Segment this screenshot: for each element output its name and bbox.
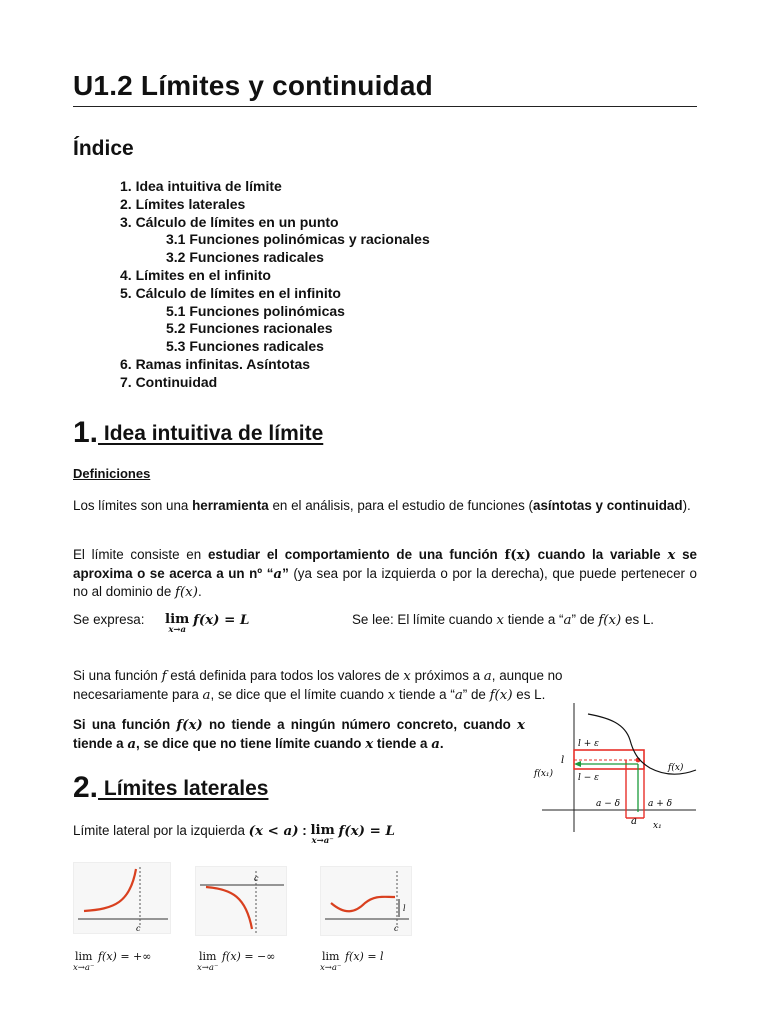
section-2-number: 2. — [73, 771, 99, 804]
label-x1: x₁ — [653, 821, 662, 831]
label-a-plus-delta: a + δ — [648, 799, 673, 809]
table-of-contents — [120, 178, 430, 392]
epsilon-delta-diagram — [530, 700, 700, 835]
toc-item[interactable]: 6. Ramas infinitas. Asíntotas — [120, 355, 311, 372]
page-title: U1.2 Límites y continuidad — [73, 70, 433, 101]
toc-subitem[interactable]: 5.3 Funciones radicales — [166, 338, 324, 355]
section-1-title: Idea intuitiva de límite — [98, 422, 324, 445]
toc-item[interactable]: 2. Límites laterales — [120, 195, 246, 212]
toc-subitem[interactable]: 5.2 Funciones racionales — [166, 320, 333, 337]
toc-subitem[interactable]: 3.1 Funciones polinómicas y racionales — [166, 231, 430, 248]
caption-finite-limit: lim x→a⁻ f(x) = l — [320, 950, 384, 973]
paragraph-no-limit: Si una función f(x) no tiende a ningún número concreto, cuando x tiende a a, se dice que no tiene límite cuando x tiende a a. — [73, 717, 526, 752]
label-a: a — [631, 816, 637, 827]
label-l-minus-epsilon: l − ε — [578, 773, 599, 783]
expression-label: Se expresa: — [73, 612, 145, 627]
section-1-number: 1. — [73, 416, 99, 449]
toc-subitem[interactable]: 5.1 Funciones polinómicas — [166, 302, 345, 319]
curve-finite-limit — [331, 897, 395, 911]
paragraph-limit-def: Si una función f está definida para todos los valores de x próximos a a, aunque no necesariamente para a, se dice que el límite cuando x tiende a “a” de f(x) es L. — [73, 668, 563, 703]
section-2-heading — [73, 771, 268, 805]
definitions-subheading: Definiciones — [73, 466, 151, 481]
toc-item[interactable]: 4. Límites en el infinito — [120, 266, 271, 283]
svg-text:c: c — [254, 874, 259, 883]
paragraph-definition: El límite consiste en estudiar el comportamiento de una función f(x) cuando la variable x se aproxima o se acerca a un nº “a” (ya sea por la izquierda o por la derecha), que puede pertenecer o no al dominio de f(x). — [73, 547, 697, 600]
toc-item[interactable]: 1. Idea intuitiva de límite — [120, 178, 282, 194]
label-f-x: f(x) — [668, 763, 684, 773]
index-heading: Índice — [73, 137, 134, 160]
toc-item[interactable]: 3. Cálculo de límites en un punto — [120, 213, 339, 230]
section-2-title: Límites laterales — [98, 777, 269, 800]
svg-text:c: c — [136, 924, 141, 933]
label-l-plus-epsilon: l + ε — [578, 739, 599, 749]
label-a-minus-delta: a − δ — [596, 799, 621, 809]
paragraph-intro: Los límites son una herramienta en el análisis, para el estudio de funciones (asíntotas y continuidad). — [73, 498, 691, 513]
svg-text:c: c — [394, 924, 399, 933]
limit-expression: lim x→a f(x) = L — [165, 611, 250, 635]
curve-plus-infinity — [84, 869, 136, 911]
toc-subitem[interactable]: 3.2 Funciones radicales — [166, 249, 324, 266]
title-divider — [73, 106, 697, 107]
lateral-limit-line: Límite lateral por la izquierda (x < a) : lim x→a⁻ f(x) = L — [73, 822, 395, 846]
curve-minus-infinity — [206, 887, 252, 929]
caption-plus-infinity: lim x→a⁻ f(x) = +∞ — [73, 950, 152, 973]
toc-item[interactable]: 7. Continuidad — [120, 373, 218, 390]
label-l: l — [561, 755, 565, 766]
toc-item[interactable]: 5. Cálculo de límites en el infinito — [120, 284, 341, 301]
label-f-x1: f(x₁) — [534, 769, 554, 779]
graph-plus-infinity — [73, 862, 171, 934]
green-arrowhead — [574, 761, 581, 767]
graph-finite-limit — [320, 866, 412, 936]
section-1-heading — [73, 416, 323, 450]
graph-minus-infinity — [195, 866, 287, 936]
limit-reading: Se lee: El límite cuando x tiende a “a” de f(x) es L. — [352, 612, 655, 628]
svg-text:l: l — [403, 904, 406, 913]
caption-minus-infinity: lim x→a⁻ f(x) = −∞ — [197, 950, 276, 973]
